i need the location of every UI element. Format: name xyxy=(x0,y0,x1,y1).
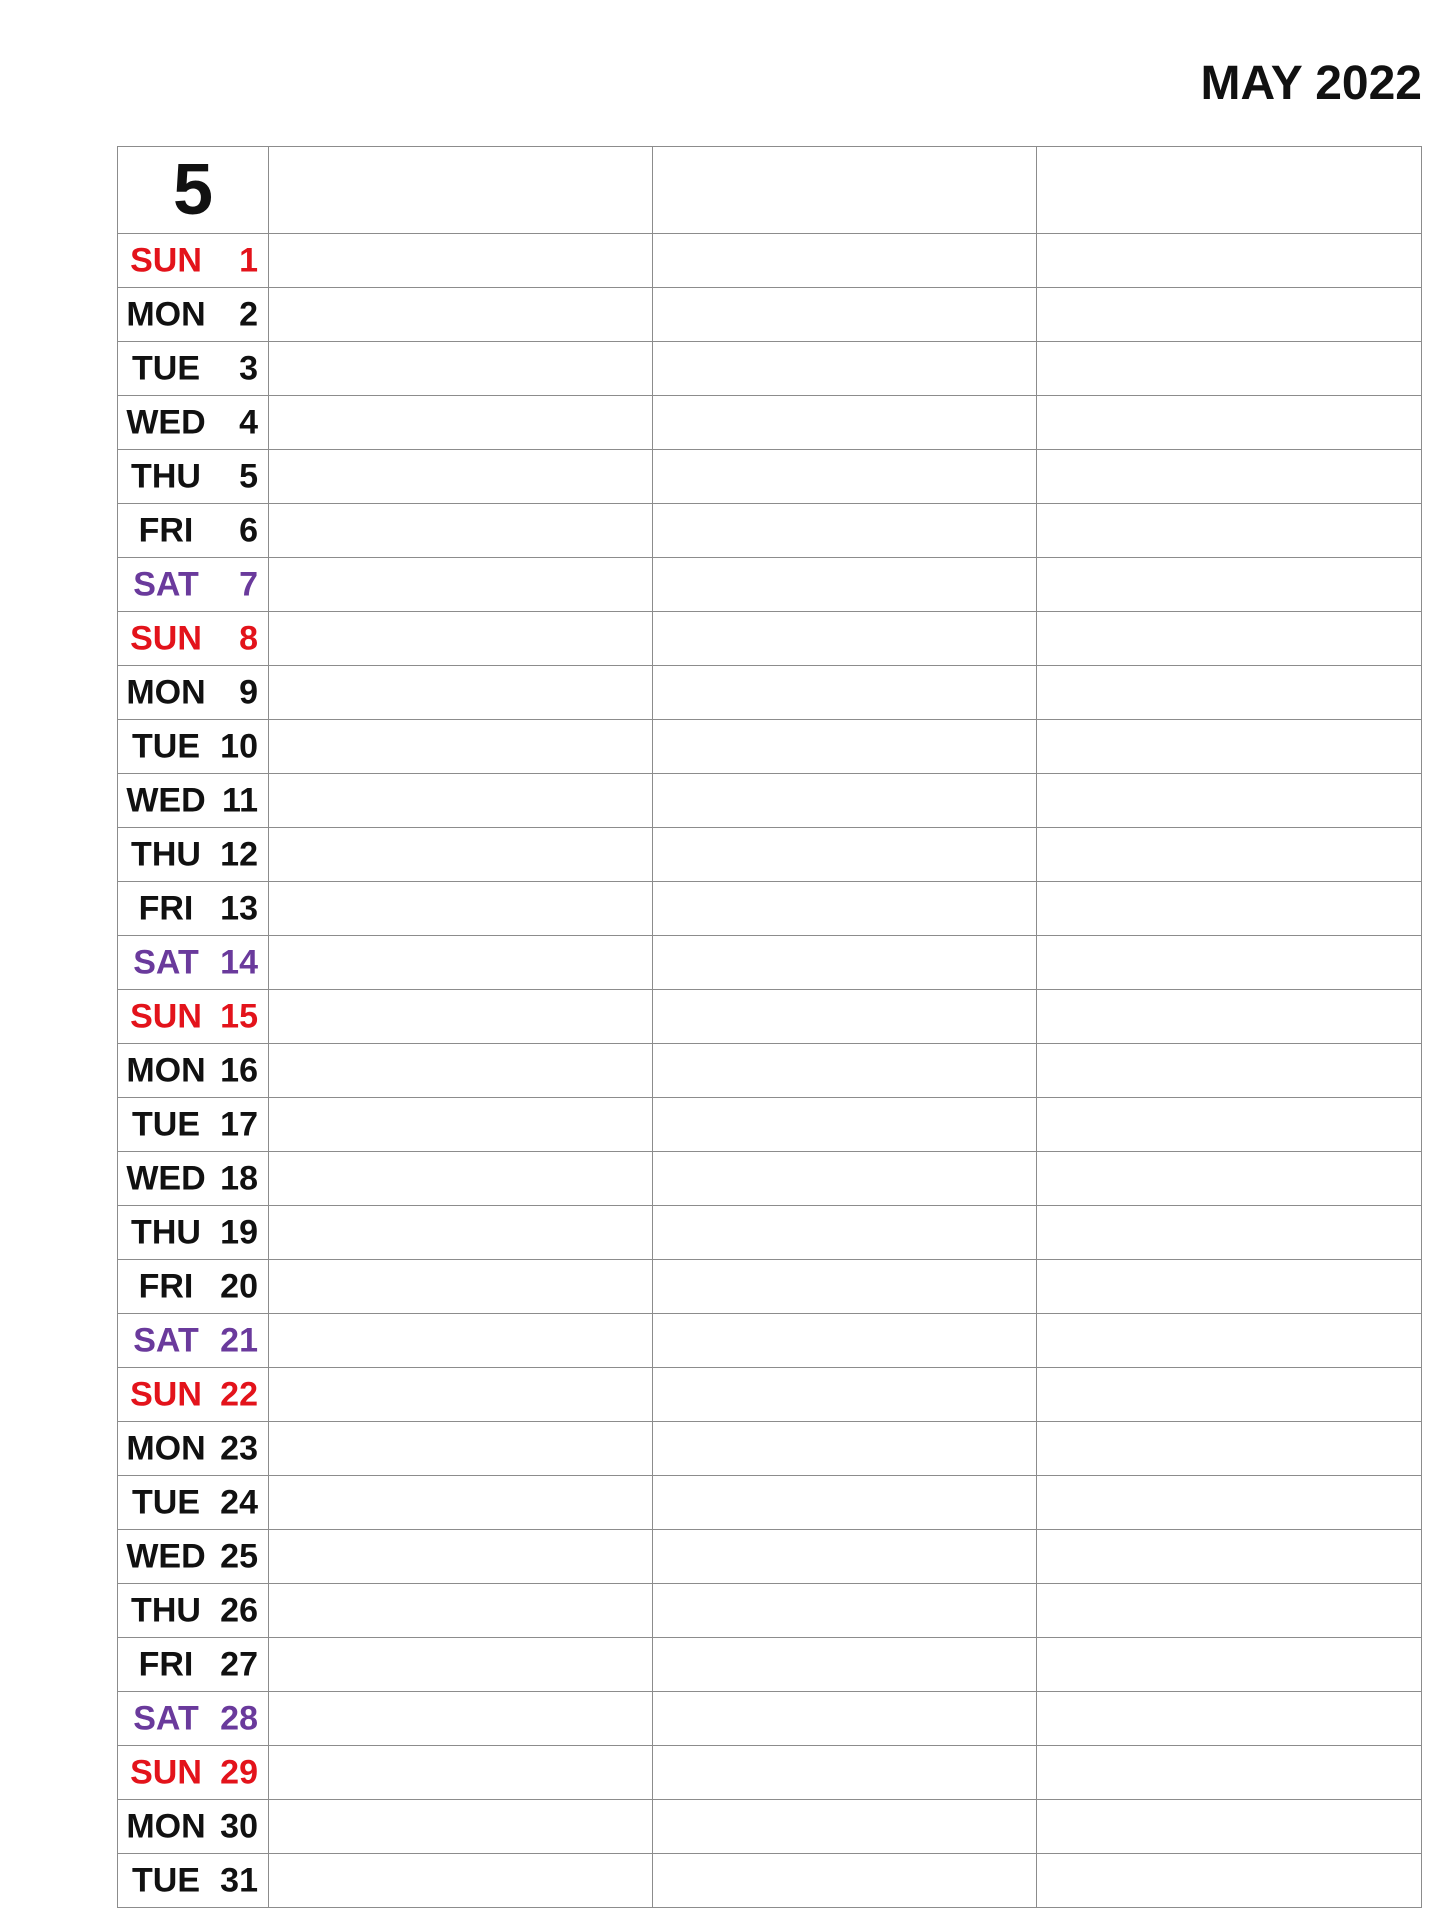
note-cell[interactable] xyxy=(269,1260,653,1314)
day-cell xyxy=(118,1206,269,1260)
note-cell[interactable] xyxy=(653,396,1037,450)
note-cell[interactable] xyxy=(1037,558,1422,612)
day-number-label: 2 xyxy=(239,295,258,333)
note-cell[interactable] xyxy=(1037,1260,1422,1314)
day-cell xyxy=(118,288,269,342)
day-number-label: 13 xyxy=(220,889,258,927)
day-cell xyxy=(118,1692,269,1746)
day-of-week-label: SUN xyxy=(130,619,202,657)
day-cell xyxy=(118,396,269,450)
day-of-week-label: SUN xyxy=(130,241,202,279)
note-cell[interactable] xyxy=(653,1800,1037,1854)
note-cell[interactable] xyxy=(653,1368,1037,1422)
note-cell[interactable] xyxy=(653,936,1037,990)
day-of-week-label: MON xyxy=(126,295,206,333)
day-cell xyxy=(118,1044,269,1098)
day-of-week-label: SUN xyxy=(130,1753,202,1791)
note-cell[interactable] xyxy=(1037,1584,1422,1638)
note-cell[interactable] xyxy=(653,1692,1037,1746)
note-cell[interactable] xyxy=(1037,1530,1422,1584)
note-cell[interactable] xyxy=(653,828,1037,882)
note-cell[interactable] xyxy=(1037,1476,1422,1530)
note-cell[interactable] xyxy=(1037,1422,1422,1476)
day-number-label: 16 xyxy=(220,1051,258,1089)
day-row xyxy=(118,1260,1422,1314)
day-number-label: 4 xyxy=(239,403,258,441)
note-cell[interactable] xyxy=(653,1206,1037,1260)
day-of-week-label: TUE xyxy=(132,1861,200,1899)
note-cell[interactable] xyxy=(653,1260,1037,1314)
note-cell[interactable] xyxy=(269,1314,653,1368)
day-row xyxy=(118,1854,1422,1908)
note-cell[interactable] xyxy=(269,1854,653,1908)
note-cell[interactable] xyxy=(653,720,1037,774)
note-cell[interactable] xyxy=(1037,1152,1422,1206)
day-cell xyxy=(118,1368,269,1422)
note-cell[interactable] xyxy=(1037,1098,1422,1152)
day-row xyxy=(118,720,1422,774)
day-row xyxy=(118,1746,1422,1800)
day-row xyxy=(118,558,1422,612)
day-number-label: 9 xyxy=(239,673,258,711)
day-row xyxy=(118,234,1422,288)
day-cell xyxy=(118,882,269,936)
day-cell xyxy=(118,774,269,828)
note-cell[interactable] xyxy=(269,720,653,774)
note-cell[interactable] xyxy=(653,1314,1037,1368)
note-cell[interactable] xyxy=(269,666,653,720)
day-number-label: 28 xyxy=(220,1699,258,1737)
note-cell[interactable] xyxy=(1037,450,1422,504)
day-of-week-label: SUN xyxy=(130,997,202,1035)
note-cell[interactable] xyxy=(269,612,653,666)
day-cell xyxy=(118,936,269,990)
note-cell[interactable] xyxy=(1037,1854,1422,1908)
day-of-week-label: MON xyxy=(126,673,206,711)
day-row xyxy=(118,1476,1422,1530)
day-row xyxy=(118,1584,1422,1638)
note-cell[interactable] xyxy=(269,450,653,504)
day-of-week-label: FRI xyxy=(138,511,194,549)
day-cell xyxy=(118,1638,269,1692)
note-cell[interactable] xyxy=(269,1638,653,1692)
note-cell[interactable] xyxy=(269,828,653,882)
day-cell xyxy=(118,1584,269,1638)
day-number-label: 21 xyxy=(220,1321,258,1359)
day-row xyxy=(118,450,1422,504)
day-of-week-label: SAT xyxy=(133,1321,199,1359)
day-of-week-label: THU xyxy=(131,835,201,873)
note-cell[interactable] xyxy=(1037,1746,1422,1800)
day-of-week-label: MON xyxy=(126,1051,206,1089)
day-cell xyxy=(118,1800,269,1854)
note-cell[interactable] xyxy=(269,1530,653,1584)
day-of-week-label: SAT xyxy=(133,565,199,603)
day-number-label: 24 xyxy=(220,1483,258,1521)
day-number-label: 23 xyxy=(220,1429,258,1467)
note-cell[interactable] xyxy=(1037,1692,1422,1746)
day-of-week-label: SAT xyxy=(133,1699,199,1737)
day-number-label: 15 xyxy=(220,997,258,1035)
note-cell[interactable] xyxy=(1037,1800,1422,1854)
day-row xyxy=(118,990,1422,1044)
day-number-label: 29 xyxy=(220,1753,258,1791)
note-cell[interactable] xyxy=(1037,396,1422,450)
note-cell[interactable] xyxy=(1037,882,1422,936)
day-cell xyxy=(118,1152,269,1206)
day-number-label: 20 xyxy=(220,1267,258,1305)
day-row xyxy=(118,1638,1422,1692)
day-of-week-label: FRI xyxy=(138,1645,194,1683)
note-cell[interactable] xyxy=(269,1422,653,1476)
note-cell[interactable] xyxy=(269,1692,653,1746)
note-cell[interactable] xyxy=(1037,1044,1422,1098)
note-cell[interactable] xyxy=(653,1530,1037,1584)
note-cell[interactable] xyxy=(653,1422,1037,1476)
day-row xyxy=(118,288,1422,342)
day-number-label: 11 xyxy=(222,781,258,819)
note-cell[interactable] xyxy=(653,774,1037,828)
day-number-label: 19 xyxy=(220,1213,258,1251)
note-cell[interactable] xyxy=(269,288,653,342)
day-cell xyxy=(118,450,269,504)
day-row xyxy=(118,1098,1422,1152)
day-row xyxy=(118,936,1422,990)
note-cell[interactable] xyxy=(1037,147,1422,234)
day-number-label: 26 xyxy=(220,1591,258,1629)
note-cell[interactable] xyxy=(653,1584,1037,1638)
day-of-week-label: TUE xyxy=(132,1483,200,1521)
day-cell xyxy=(118,1314,269,1368)
day-cell xyxy=(118,720,269,774)
note-cell[interactable] xyxy=(653,1854,1037,1908)
day-number-label: 1 xyxy=(239,241,258,279)
note-cell[interactable] xyxy=(269,990,653,1044)
day-number-label: 30 xyxy=(220,1807,258,1845)
note-cell[interactable] xyxy=(653,1746,1037,1800)
note-cell[interactable] xyxy=(653,990,1037,1044)
note-cell[interactable] xyxy=(269,1098,653,1152)
day-number-label: 31 xyxy=(220,1861,258,1899)
note-cell[interactable] xyxy=(653,1638,1037,1692)
day-number-label: 3 xyxy=(239,349,258,387)
day-cell xyxy=(118,1422,269,1476)
calendar-grid xyxy=(117,146,1422,1908)
day-row xyxy=(118,1152,1422,1206)
day-of-week-label: THU xyxy=(131,1213,201,1251)
note-cell[interactable] xyxy=(1037,342,1422,396)
day-cell xyxy=(118,234,269,288)
note-cell[interactable] xyxy=(269,1584,653,1638)
note-cell[interactable] xyxy=(269,882,653,936)
day-of-week-label: THU xyxy=(131,457,201,495)
day-of-week-label: MON xyxy=(126,1429,206,1467)
note-cell[interactable] xyxy=(269,1746,653,1800)
day-cell xyxy=(118,990,269,1044)
day-cell xyxy=(118,1260,269,1314)
note-cell[interactable] xyxy=(1037,1638,1422,1692)
note-cell[interactable] xyxy=(653,882,1037,936)
note-cell[interactable] xyxy=(269,1044,653,1098)
day-of-week-label: WED xyxy=(126,781,206,819)
note-cell[interactable] xyxy=(653,666,1037,720)
day-row xyxy=(118,1530,1422,1584)
day-of-week-label: THU xyxy=(131,1591,201,1629)
note-cell[interactable] xyxy=(269,1206,653,1260)
note-cell[interactable] xyxy=(269,342,653,396)
day-number-label: 6 xyxy=(239,511,258,549)
day-number-label: 8 xyxy=(239,619,258,657)
note-cell[interactable] xyxy=(653,1044,1037,1098)
note-cell[interactable] xyxy=(1037,666,1422,720)
day-row xyxy=(118,1368,1422,1422)
day-cell xyxy=(118,558,269,612)
note-cell[interactable] xyxy=(269,147,653,234)
note-cell[interactable] xyxy=(269,774,653,828)
note-cell[interactable] xyxy=(653,450,1037,504)
day-number-label: 12 xyxy=(220,835,258,873)
day-row xyxy=(118,1422,1422,1476)
day-of-week-label: WED xyxy=(126,1159,206,1197)
day-number-label: 7 xyxy=(239,565,258,603)
day-number-label: 18 xyxy=(220,1159,258,1197)
note-cell[interactable] xyxy=(1037,1314,1422,1368)
day-of-week-label: SUN xyxy=(130,1375,202,1413)
note-cell[interactable] xyxy=(653,1476,1037,1530)
day-cell xyxy=(118,1854,269,1908)
note-cell[interactable] xyxy=(1037,990,1422,1044)
day-number-label: 22 xyxy=(220,1375,258,1413)
day-of-week-label: WED xyxy=(126,403,206,441)
day-row xyxy=(118,1800,1422,1854)
note-cell[interactable] xyxy=(653,234,1037,288)
day-number-label: 5 xyxy=(239,457,258,495)
note-cell[interactable] xyxy=(269,396,653,450)
note-cell[interactable] xyxy=(653,1152,1037,1206)
note-cell[interactable] xyxy=(1037,720,1422,774)
day-of-week-label: TUE xyxy=(132,1105,200,1143)
day-of-week-label: FRI xyxy=(138,889,194,927)
note-cell[interactable] xyxy=(269,504,653,558)
day-of-week-label: TUE xyxy=(132,727,200,765)
note-cell[interactable] xyxy=(1037,828,1422,882)
day-cell xyxy=(118,1098,269,1152)
day-row xyxy=(118,882,1422,936)
day-row xyxy=(118,612,1422,666)
day-number-label: 25 xyxy=(220,1537,258,1575)
note-cell[interactable] xyxy=(1037,234,1422,288)
day-cell xyxy=(118,342,269,396)
day-row xyxy=(118,774,1422,828)
header-row xyxy=(118,147,1422,234)
note-cell[interactable] xyxy=(1037,774,1422,828)
note-cell[interactable] xyxy=(269,558,653,612)
note-cell[interactable] xyxy=(653,147,1037,234)
day-row xyxy=(118,504,1422,558)
day-number-label: 17 xyxy=(220,1105,258,1143)
day-row xyxy=(118,1206,1422,1260)
day-of-week-label: FRI xyxy=(138,1267,194,1305)
day-of-week-label: TUE xyxy=(132,349,200,387)
day-number-label: 27 xyxy=(220,1645,258,1683)
day-row xyxy=(118,1044,1422,1098)
note-cell[interactable] xyxy=(653,504,1037,558)
day-cell xyxy=(118,612,269,666)
day-row xyxy=(118,396,1422,450)
day-row xyxy=(118,828,1422,882)
day-of-week-label: WED xyxy=(126,1537,206,1575)
note-cell[interactable] xyxy=(653,558,1037,612)
note-cell[interactable] xyxy=(269,1476,653,1530)
month-number: 5 xyxy=(118,147,269,234)
day-number-label: 10 xyxy=(220,727,258,765)
note-cell[interactable] xyxy=(653,288,1037,342)
note-cell[interactable] xyxy=(1037,1206,1422,1260)
day-row xyxy=(118,1692,1422,1746)
note-cell[interactable] xyxy=(1037,288,1422,342)
note-cell[interactable] xyxy=(1037,1368,1422,1422)
day-cell xyxy=(118,666,269,720)
note-cell[interactable] xyxy=(269,1152,653,1206)
day-row xyxy=(118,1314,1422,1368)
day-number-label: 14 xyxy=(220,943,258,981)
note-cell[interactable] xyxy=(1037,936,1422,990)
day-cell xyxy=(118,504,269,558)
note-cell[interactable] xyxy=(269,1368,653,1422)
note-cell[interactable] xyxy=(1037,612,1422,666)
day-row xyxy=(118,666,1422,720)
day-cell xyxy=(118,1530,269,1584)
day-cell xyxy=(118,828,269,882)
note-cell[interactable] xyxy=(269,936,653,990)
day-row xyxy=(118,342,1422,396)
note-cell[interactable] xyxy=(653,342,1037,396)
day-cell xyxy=(118,1476,269,1530)
note-cell[interactable] xyxy=(269,1800,653,1854)
note-cell[interactable] xyxy=(653,1098,1037,1152)
day-of-week-label: SAT xyxy=(133,943,199,981)
page-title: MAY 2022 xyxy=(1200,57,1422,110)
note-cell[interactable] xyxy=(1037,504,1422,558)
note-cell[interactable] xyxy=(653,612,1037,666)
note-cell[interactable] xyxy=(269,234,653,288)
day-cell xyxy=(118,1746,269,1800)
day-of-week-label: MON xyxy=(126,1807,206,1845)
